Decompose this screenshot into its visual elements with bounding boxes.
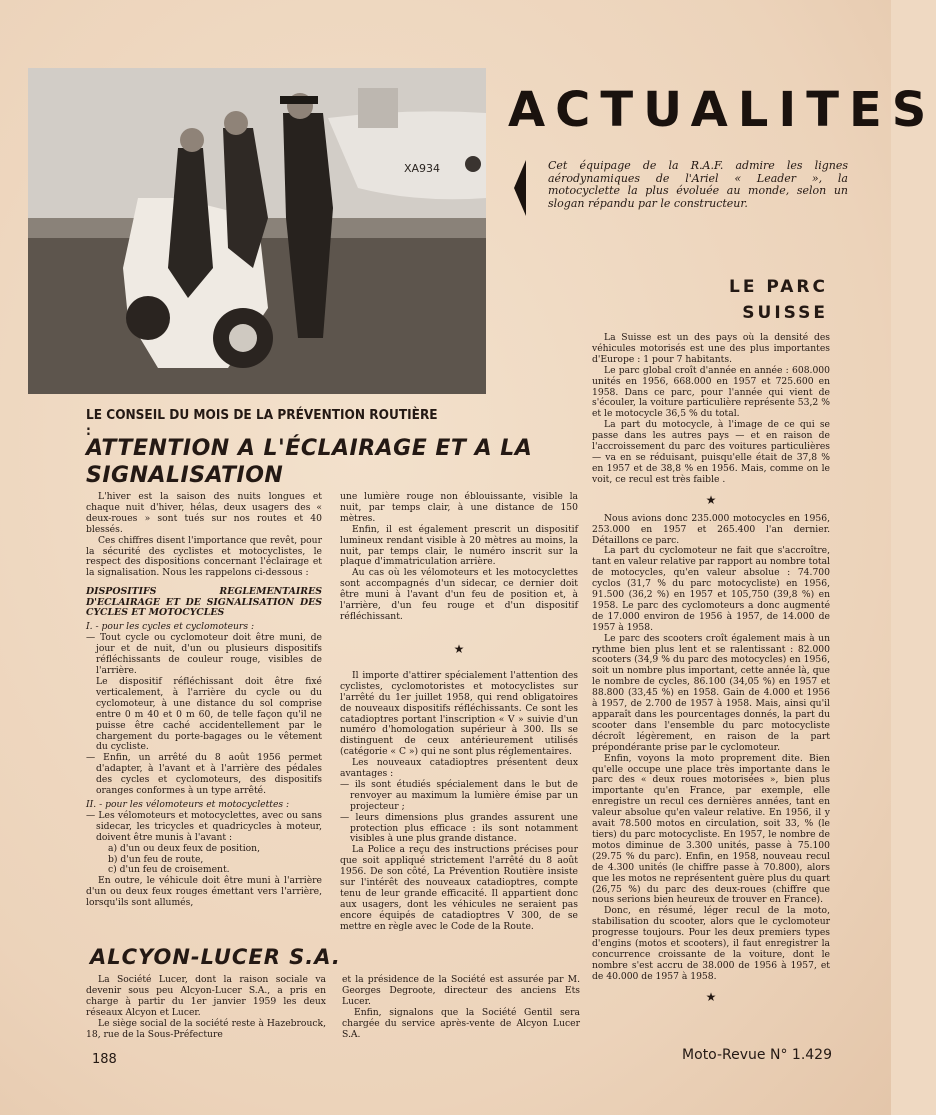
parc-paragraph: Nous avions donc 235.000 motocycles en 1956, 253.000 en 1957 et 265.400 l'an dernier. Détaillons ce parc.: [592, 512, 830, 546]
article-paragraph: une lumière rouge non éblouissante, visible la nuit, par temps clair, à une distance de 150 mètres.: [340, 491, 578, 524]
alcyon-paragraph: Enfin, signalons que la Société Gentil sera chargée du service après-vente de Alcyon Lucer S.A.: [342, 1006, 580, 1040]
separator-star-icon: ★: [453, 641, 465, 656]
intro-paragraph: L'hiver est la saison des nuits longues et chaque nuit d'hiver, hélas, deux usagers des « deux-roues » sont tués sur nos routes et 40 blessés.: [86, 491, 322, 535]
rule-subitem: b) d'un feu de route,: [108, 853, 204, 865]
rule-item: — leurs dimensions plus grandes assurent une protection plus efficace : ils sont notamment visibles à une plus grande distance.: [340, 811, 578, 845]
rule-item: — Tout cycle ou cyclomoteur doit être muni, de jour et de nuit, d'un ou plusieurs dispositifs réfléchissants de couleur rouge, visibles de l'arrière.: [86, 632, 322, 677]
article-paragraph: Au cas où les vélomoteurs et les motocyclettes sont accompagnés d'un sidecar, ce dernier doit être muni à l'avant d'un feu de position et, à l'arrière, d'un feu rouge et d'un dispositif réfléchissant.: [340, 567, 578, 622]
rule-item: — ils sont étudiés spécialement dans le but de renvoyer au maximum la lumière émise par un projecteur ;: [340, 778, 578, 812]
dispositifs-subhead: DISPOSITIFS REGLEMENTAIRES D'ECLAIRAGE ET DE SIGNALISATION DES CYCLES ET MOTOCYCLES: [86, 586, 322, 619]
issue-label: Moto-Revue N° 1.429: [682, 1047, 832, 1063]
article-column-2: [340, 492, 578, 933]
parc-paragraph: La part du cyclomoteur ne fait que s'accroître, tant en valeur relative par rapport au nombre total de motocycles, qu'en valeur absolue : 74.700 cyclos (31,7 % du parc motocycliste) en 1956, 91.500 (36,2 %) en 1957 et 105,750 (39,8 %) en 1958. Le parc des cyclomoteurs a donc augmenté de 17.000 environ de 1956 à 1957, de 14.000 de 1957 à 1958.: [592, 545, 830, 633]
alcyon-column-2: [342, 975, 580, 1040]
parc-title-line1: LE PARC: [729, 277, 828, 297]
section-title: I. - pour les cycles et cyclomoteurs :: [86, 621, 255, 633]
parc-paragraph: La part du motocycle, à l'image de ce qui se passe dans les autres pays — et en raison de l'accroissement du parc des voitures particulières — va en se réduisant, puisqu'elle était de 37,8 % en 1957 et de 38,8 % en 1956. Mais, comme on le voit, ce recul est très faible .: [592, 419, 830, 485]
article-paragraph: En outre, le véhicule doit être muni à l'arrière d'un ou deux feux rouges émettant vers l'arrière, lorsqu'ils sont allumés,: [86, 875, 322, 909]
parc-paragraph: La Suisse est un des pays où la densité des véhicules motorisés est une des plus importantes d'Europe : 1 pour 7 habitants.: [592, 332, 830, 365]
attention-headline: ATTENTION A L'ÉCLAIRAGE ET A LA SIGNALISATION: [86, 436, 533, 488]
parc-paragraph: Donc, en résumé, léger recul de la moto, stabilisation du scooter, alors que le cyclomoteur progresse toujours. Pour les deux premiers types d'engins (motos et scooters), il faut enregistrer la concurrence croissante de la voiture, dont le nombre s'est accru de 38.000 de 1956 à 1957, et de 40.000 de 1957 à 1958.: [592, 905, 830, 982]
parc-title-line2: SUISSE: [742, 303, 828, 323]
section-title: II. - pour les vélomoteurs et motocyclettes :: [86, 798, 290, 810]
alcyon-column-1: [86, 975, 326, 1040]
parc-paragraph: Le parc des scooters croît également mais à un rythme bien plus lent et se ralentissant : 82.000 scooters (34,9 % du parc des motocycles) en 1956, soit un nombre plus important, cette année là, que le nombre de cycles, 86.100 (34,05 %) en 1957 et 88.800 (33,45 %) en 1958. Gain de 4.000 et 1956 à 1957, de 2.700 de 1957 à 1958. Mais, ainsi qu'il apparaît dans les pourcentages donnés, la part du scooter dans l'ensemble du parc motocycliste décroît légèrement, en raison de la part prépondérante prise par le cyclomoteur.: [592, 632, 830, 753]
rule-item: — Les vélomoteurs et motocyclettes, avec ou sans sidecar, les tricycles et quadricycles à moteur, doivent être munis à l'avant :: [86, 809, 322, 843]
masthead: ACTUALITES: [508, 82, 936, 138]
article-paragraph: Il importe d'attirer spécialement l'attention des cyclistes, cyclomotoristes et motocyclistes sur l'arrêté du 1er juillet 1958, qui rend obligatoires de nouveaux dispositifs réfléchissants. Ce sont les catadioptres portant l'inscription « V » suivie d'un numéro d'homologation supérieur à 300. Ils se distinguent de ceux antérieurement utilisés (catégorie « C ») qui ne sont plus réglementaires.: [340, 669, 578, 758]
article-paragraph: Enfin, il est également prescrit un dispositif lumineux rendant visible à 20 mètres au moins, la nuit, par temps clair, le numéro inscrit sur la plaque d'immatriculation arrière.: [340, 523, 578, 568]
raf-motorcycle-photo: [28, 68, 486, 394]
alcyon-headline: ALCYON-LUCER S.A.: [90, 945, 341, 969]
separator-star-icon: ★: [705, 492, 717, 507]
rule-item: — Enfin, un arrêté du 8 août 1956 permet d'adapter, à l'avant et à l'arrière des pédales des cycles et cyclomoteurs, des dispositifs oranges conformes à un type arrêté.: [86, 752, 322, 797]
parc-paragraph: Le parc global croît d'année en année : 608.000 unités en 1956, 668.000 en 1957 et 725.600 en 1958. Dans ce parc, pour l'année qui vient de s'écouler, la voiture particulière représente 53,2 % et le motocycle 36,5 % du total.: [592, 364, 830, 420]
plane-mark: XA934: [404, 162, 441, 175]
article-column-1: [86, 492, 322, 909]
parc-suisse-title: [690, 274, 828, 326]
parc-paragraph: Enfin, voyons la moto proprement dite. Bien qu'elle occupe une place très importante dans le parc des « deux roues motorisées », bien plus importante qu'en France, par exemple, elle enregistre un recul ces dernières années, tant en valeur absolue qu'en valeur relative. En 1956, il y avait 78.500 motos en circulation, soit 33, % (le tiers) du parc motocycliste. En 1957, le nombre de motos diminue de 3.300 unités, passe à 75.100 (29.75 % du parc). Enfin, en 1958, nouveau recul de 4.300 unités (le chiffre passe à 70.800), alors que les motos ne représentent guère plus du quart (26,75 %) du parc des deux-roues (chiffre que nous serions bien heureux de trouver en France).: [592, 752, 830, 906]
rule-subitem: c) d'un feu de croisement.: [108, 864, 230, 876]
caption-arrow-icon: [514, 160, 526, 216]
separator-star-icon: ★: [705, 989, 717, 1004]
parc-suisse-column: [592, 333, 830, 1011]
photo-caption: Cet équipage de la R.A.F. admire les lignes aérodynamiques de l'Ariel « Leader », la motocyclette la plus évoluée au monde, selon un slogan répandu par le constructeur.: [548, 159, 848, 210]
rule-item: Le dispositif réfléchissant doit être fixé verticalement, à l'arrière du cycle ou du cyclomoteur, à une distance du sol comprise entre 0 m 40 et 0 m 60, de telle façon qu'il ne puisse être caché accidentellement par le chargement du porte-bagages ou le vêtement du cycliste.: [96, 676, 322, 753]
rule-subitem: a) d'un ou deux feux de position,: [108, 842, 261, 854]
article-paragraph: Les nouveaux catadioptres présentent deux avantages :: [340, 757, 578, 780]
page-number: 188: [92, 1052, 117, 1067]
alcyon-paragraph: et la présidence de la Société est assurée par M. Georges Degroote, directeur des anciens Ets Lucer.: [342, 974, 580, 1007]
article-paragraph: La Police a reçu des instructions précises pour que soit appliqué strictement l'arrêté du 8 août 1956. De son côté, La Prévention Routière insiste sur l'intérêt des nouveaux catadioptres, compte tenu de leur grande efficacité. Il appartient donc aux usagers, dont les véhicules ne seraient pas encore équipés de catadioptres V 300, de se mettre en règle avec le Code de la Route.: [340, 844, 578, 932]
alcyon-paragraph: Le siège social de la société reste à Hazebrouck, 18, rue de la Sous-Préfecture: [86, 1017, 326, 1040]
intro-paragraph: Ces chiffres disent l'importance que revêt, pour la sécurité des cyclistes et motocyclistes, le respect des dispositions concernant l'éclairage et la signalisation. Nous les rappelons ci-dessous :: [86, 534, 322, 579]
alcyon-paragraph: La Société Lucer, dont la raison sociale va devenir sous peu Alcyon-Lucer S.A., a pris en charge à partir du 1er janvier 1959 les deux réseaux Alcyon et Lucer.: [86, 974, 326, 1018]
conseil-heading: LE CONSEIL DU MOIS DE LA PRÉVENTION ROUTIÈRE :: [86, 407, 438, 439]
